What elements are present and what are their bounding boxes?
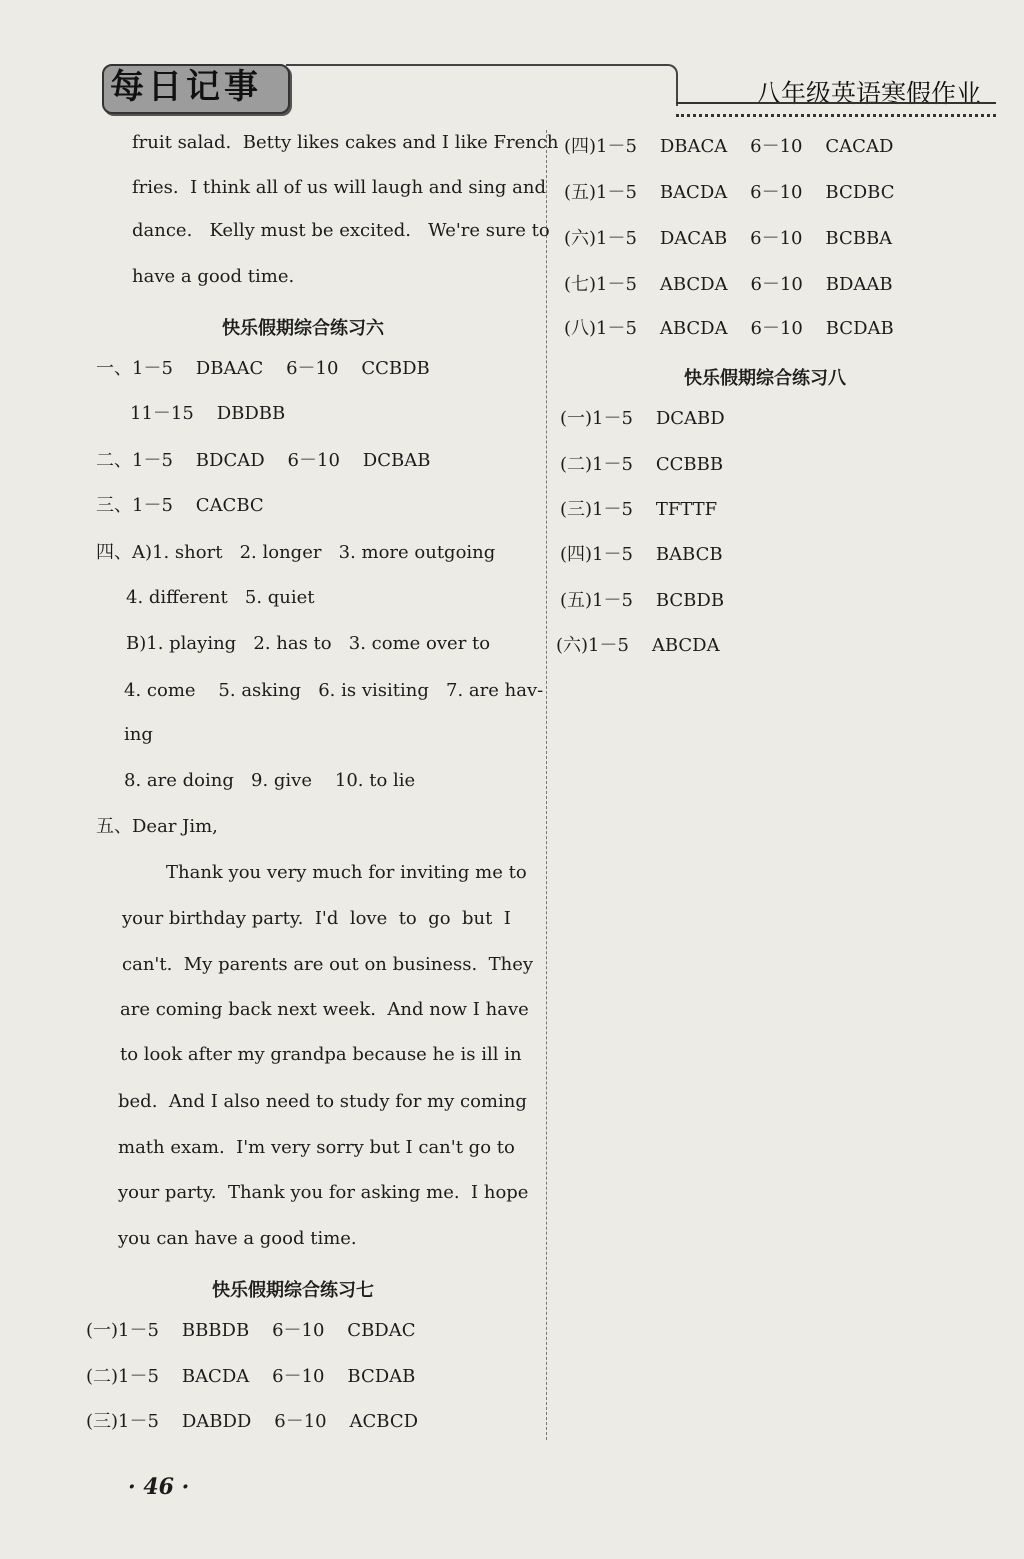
answer-line: (二)1－5 BACDA 6－10 BCDAB [86,1366,416,1387]
answer-line: B)1. playing 2. has to 3. come over to [126,633,491,654]
answer-line: (八)1－5 ABCDA 6－10 BCDAB [564,318,894,339]
answer-line: (六)1－5 ABCDA [556,635,720,656]
answer-line: 11－15 DBDBB [130,403,286,424]
answer-line: 4. different 5. quiet [126,587,315,608]
answer-line: 四、A)1. short 2. longer 3. more outgoing [96,542,496,563]
answer-line: (六)1－5 DACAB 6－10 BCBBA [564,228,893,249]
text-line: dance. Kelly must be excited. We're sure to [132,220,550,241]
letter-line: bed. And I also need to study for my coming [118,1091,527,1112]
header-frame-line [286,64,678,106]
answer-line: 4. come 5. asking 6. is visiting 7. are hav- [124,680,544,701]
letter-line: to look after my grandpa because he is ill in [120,1044,522,1065]
answer-line: (三)1－5 DABDD 6－10 ACBCD [86,1411,419,1432]
section-title: 快乐假期综合练习六 [222,318,384,339]
letter-line: your birthday party. I'd love to go but I [122,908,511,929]
text-line: have a good time. [132,266,295,287]
answer-line: 一、1－5 DBAAC 6－10 CCBDB [96,358,430,379]
answer-line: (四)1－5 DBACA 6－10 CACAD [564,136,894,157]
section-title: 快乐假期综合练习八 [684,368,846,389]
answer-line: (四)1－5 BABCB [560,544,723,565]
answer-line: 8. are doing 9. give 10. to lie [124,770,416,791]
letter-line: are coming back next week. And now I have [120,999,529,1020]
page-number: · 46 · [128,1474,190,1500]
text-line: fruit salad. Betty likes cakes and I like French [132,132,559,153]
header-badge-text: 每日记事 [110,67,262,107]
answer-line: (一)1－5 BBBDB 6－10 CBDAC [86,1320,416,1341]
letter-line: can't. My parents are out on business. They [122,954,534,975]
answer-line: 三、1－5 CACBC [96,495,264,516]
letter-line: your party. Thank you for asking me. I hope [118,1182,529,1203]
text-line: fries. I think all of us will laugh and sing and [132,177,547,198]
header-dotted-rule [676,114,996,117]
letter-line: math exam. I'm very sorry but I can't go to [118,1137,515,1158]
letter-line: you can have a good time. [118,1228,357,1249]
answer-line: (三)1－5 TFTTF [560,499,718,520]
section-title: 快乐假期综合练习七 [212,1280,374,1301]
answer-line: (二)1－5 CCBBB [560,454,724,475]
column-divider [546,130,547,1440]
answer-line: 五、Dear Jim, [96,816,218,837]
header-rule [676,102,996,104]
answer-line: (七)1－5 ABCDA 6－10 BDAAB [564,274,893,295]
answer-line: (五)1－5 BCBDB [560,590,725,611]
letter-line: Thank you very much for inviting me to [166,862,527,883]
answer-line: 二、1－5 BDCAD 6－10 DCBAB [96,450,431,471]
answer-line: ing [124,724,153,745]
answer-line: (一)1－5 DCABD [560,408,725,429]
book-title: 八年级英语寒假作业 [756,79,982,108]
answer-line: (五)1－5 BACDA 6－10 BCDBC [564,182,895,203]
